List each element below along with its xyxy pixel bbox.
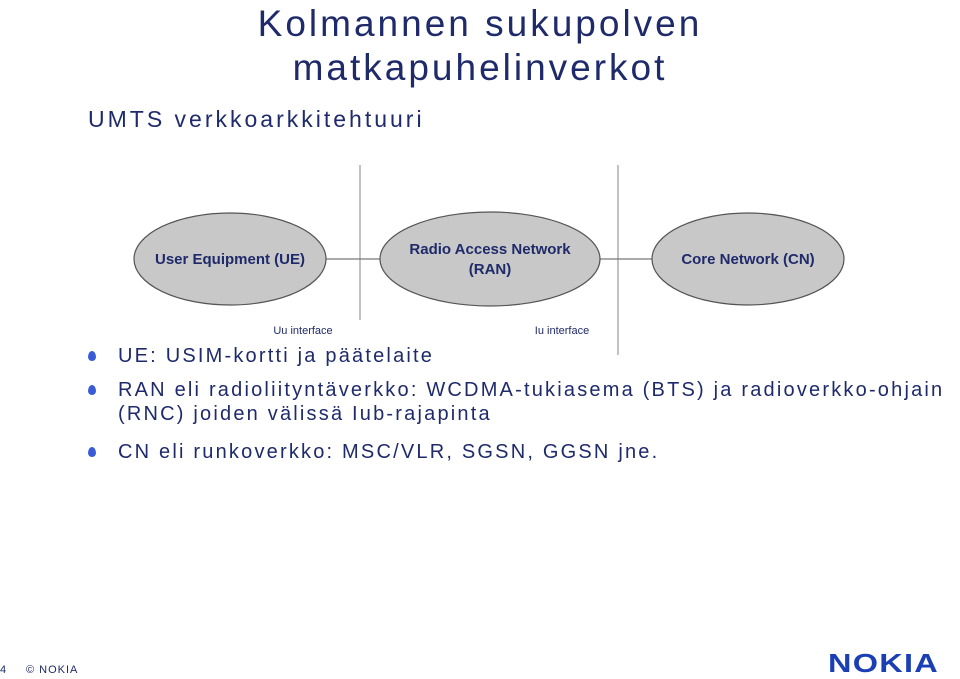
bullet-text: UE: USIM-kortti ja päätelaite <box>118 345 435 367</box>
bullet-item <box>88 378 948 426</box>
slide-title-line-2: matkapuhelinverkot <box>292 47 668 88</box>
uu-interface-label: Uu interface <box>273 325 333 337</box>
bullet-icon <box>88 351 96 361</box>
node-ran-label-line-2: (RAN) <box>468 261 512 278</box>
node-ran <box>380 212 600 306</box>
iu-interface-label: Iu interface <box>534 325 590 337</box>
bullet-icon <box>88 385 96 395</box>
node-cn <box>652 213 844 305</box>
page-number: 4 <box>0 664 8 676</box>
copyright-notice: © NOKIA <box>26 664 79 676</box>
nokia-logo: NOKIA <box>828 648 939 678</box>
bullet-list <box>88 344 948 474</box>
node-ue <box>134 213 326 305</box>
bullet-icon <box>88 447 96 457</box>
slide-subtitle: UMTS verkkoarkkitehtuuri <box>88 106 425 132</box>
node-cn-label: Core Network (CN) <box>681 251 815 268</box>
node-ue-label: User Equipment (UE) <box>154 251 306 268</box>
slide-title-line-1: Kolmannen sukupolven <box>257 3 703 44</box>
bullet-text: CN eli runkoverkko: MSC/VLR, SGSN, GGSN jne. <box>118 441 660 463</box>
bullet-item <box>88 344 948 368</box>
bullet-text: RAN eli radioliityntäverkko: WCDMA-tukiasema (BTS) ja radioverkko-ohjain (RNC) joiden välissä Iub-rajapinta <box>118 379 945 425</box>
node-ran-label-line-1: Radio Access Network <box>409 241 571 258</box>
bullet-item <box>88 440 948 464</box>
node-ran-shape <box>380 212 600 306</box>
